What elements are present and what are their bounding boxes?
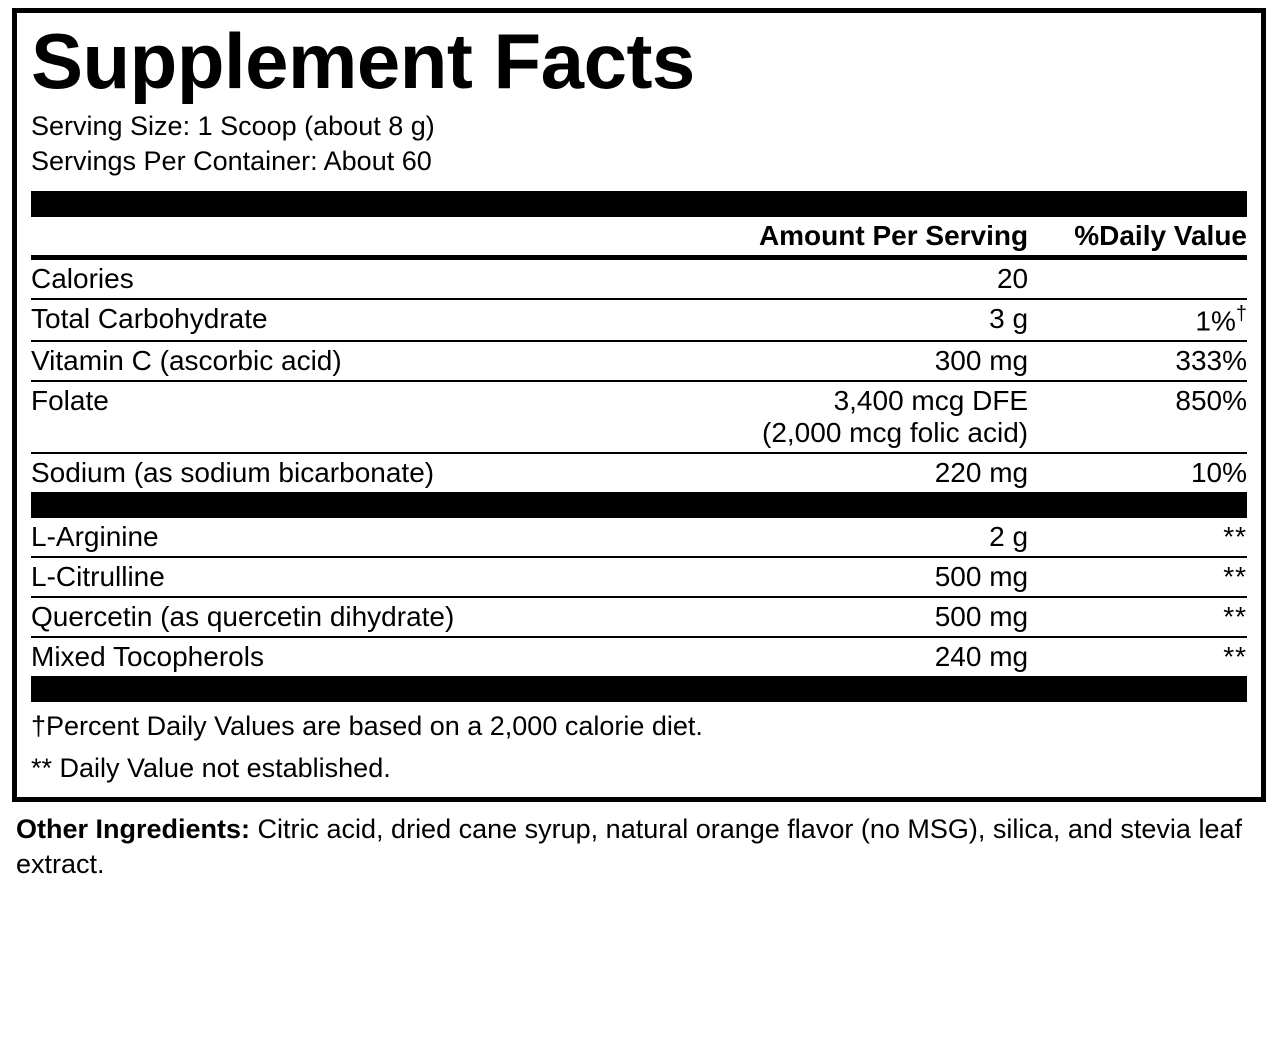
footnote-not-established: ** Daily Value not established. bbox=[31, 753, 391, 784]
nutrients-primary-table bbox=[31, 260, 1247, 492]
table-row bbox=[31, 299, 1247, 341]
nutrient-amount: 500 mg bbox=[712, 597, 1028, 637]
other-ingredients bbox=[12, 802, 1266, 882]
nutrient-dv: ** bbox=[1028, 557, 1247, 597]
other-ingredients-text: Citric acid, dried cane syrup, natural orange flavor (no MSG), silica, and stevia leaf extract. bbox=[16, 813, 1242, 879]
nutrient-dv: 10% bbox=[1190, 456, 1247, 488]
nutrient-name: Folate bbox=[31, 381, 712, 453]
nutrient-dv: 850% bbox=[1028, 381, 1247, 453]
divider-bar-middle bbox=[31, 492, 1247, 518]
nutrient-dv: ** bbox=[1028, 518, 1247, 557]
nutrient-name: Mixed Tocopherols bbox=[31, 640, 264, 672]
table-row bbox=[31, 597, 1247, 637]
footnote-daily-values: †Percent Daily Values are based on a 2,000 calorie diet. bbox=[31, 710, 703, 741]
header-amount-per-serving: Amount Per Serving bbox=[758, 219, 1029, 251]
nutrient-amount: 20 bbox=[712, 260, 1028, 299]
nutrient-amount: 240 mg bbox=[934, 640, 1029, 672]
nutrient-amount-primary: 3,400 mcg DFE bbox=[833, 384, 1029, 416]
supplement-facts-box bbox=[12, 8, 1266, 802]
dagger-mark: † bbox=[1235, 302, 1247, 325]
nutrient-amount bbox=[712, 381, 1028, 453]
nutrient-name: Sodium (as sodium bicarbonate) bbox=[31, 456, 435, 488]
nutrient-amount: 220 mg bbox=[934, 456, 1029, 488]
nutrient-name: Total Carbohydrate bbox=[31, 299, 712, 341]
header-spacer bbox=[31, 217, 712, 255]
table-row bbox=[31, 260, 1247, 299]
other-ingredients-label: Other Ingredients: bbox=[16, 813, 251, 844]
page-title: Supplement Facts bbox=[31, 17, 695, 105]
nutrient-name: Calories bbox=[31, 260, 712, 299]
divider-bar-bottom bbox=[31, 676, 1247, 702]
nutrient-dv bbox=[1028, 299, 1247, 341]
nutrient-dv: ** bbox=[1223, 640, 1247, 672]
divider-bar-top bbox=[31, 191, 1247, 217]
nutrient-amount: 500 mg bbox=[712, 557, 1028, 597]
nutrient-name: Vitamin C (ascorbic acid) bbox=[31, 341, 712, 381]
table-header-row bbox=[31, 217, 1247, 255]
nutrition-table bbox=[31, 217, 1247, 255]
nutrient-amount: 300 mg bbox=[712, 341, 1028, 381]
table-row bbox=[31, 381, 1247, 453]
nutrient-dv bbox=[1028, 260, 1247, 299]
nutrient-amount: 3 g bbox=[712, 299, 1028, 341]
table-row bbox=[31, 557, 1247, 597]
table-row bbox=[31, 518, 1247, 557]
servings-per-container-text: Servings Per Container: About 60 bbox=[31, 145, 432, 176]
nutrient-dv: ** bbox=[1028, 597, 1247, 637]
nutrient-dv: 333% bbox=[1028, 341, 1247, 381]
table-row bbox=[31, 453, 1247, 492]
nutrient-amount: 2 g bbox=[712, 518, 1028, 557]
table-row bbox=[31, 341, 1247, 381]
header-daily-value: %Daily Value bbox=[1074, 219, 1247, 251]
nutrients-secondary-table bbox=[31, 518, 1247, 676]
nutrient-name: Quercetin (as quercetin dihydrate) bbox=[31, 597, 712, 637]
table-row bbox=[31, 637, 1247, 676]
nutrient-name: L-Arginine bbox=[31, 518, 712, 557]
serving-size-text: Serving Size: 1 Scoop (about 8 g) bbox=[31, 111, 435, 142]
nutrient-name: L-Citrulline bbox=[31, 557, 712, 597]
nutrient-dv-value: 1% bbox=[1195, 304, 1236, 336]
nutrient-amount-secondary: (2,000 mcg folic acid) bbox=[762, 416, 1029, 448]
